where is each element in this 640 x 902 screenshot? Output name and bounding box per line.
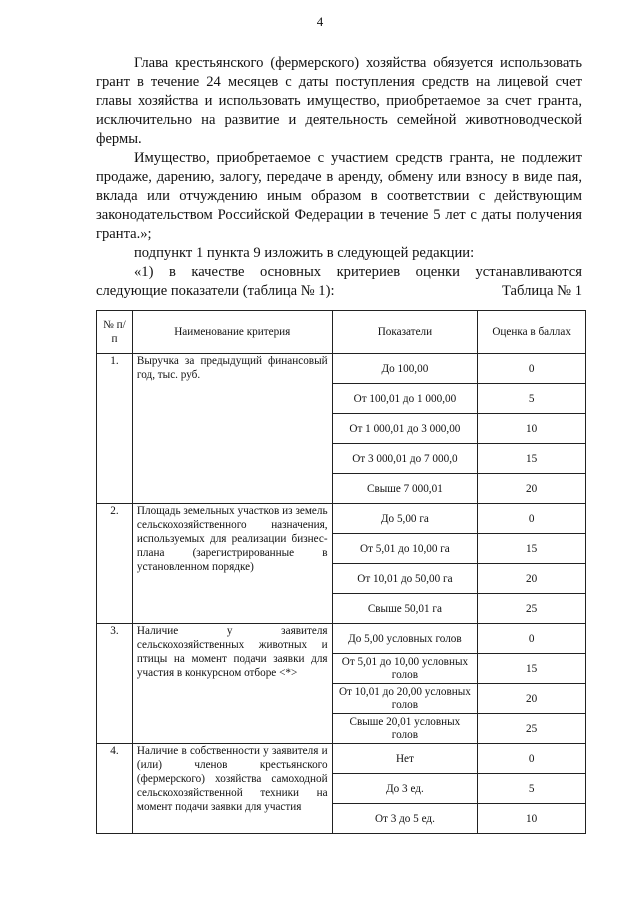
row-score: 25 xyxy=(478,714,586,744)
paragraph: подпункт 1 пункта 9 изложить в следующей редакции: xyxy=(134,245,475,261)
row-criterion: Площадь земельных участков из земель сельскохозяйственного назначения, используемых для реализации бизнес-плана (зарегистрированные в установленном порядке) xyxy=(132,504,332,624)
row-indicator: Свыше 20,01 условных голов xyxy=(332,714,478,744)
row-indicator: От 3 000,01 до 7 000,0 xyxy=(332,444,478,474)
table-row xyxy=(97,354,586,384)
table-row xyxy=(97,504,586,534)
header-score: Оценка в баллах xyxy=(478,311,586,354)
row-indicator: От 10,01 до 20,00 условных голов xyxy=(332,684,478,714)
page-number: 4 xyxy=(316,14,324,29)
row-indicator: От 5,01 до 10,00 условных голов xyxy=(332,654,478,684)
criteria-table xyxy=(96,310,586,834)
header-num: № п/п xyxy=(97,311,133,354)
row-score: 25 xyxy=(478,594,586,624)
row-score: 10 xyxy=(478,414,586,444)
header-name: Наименование критерия xyxy=(132,311,332,354)
row-indicator: До 5,00 условных голов xyxy=(332,624,478,654)
row-indicator: От 100,01 до 1 000,00 xyxy=(332,384,478,414)
row-num: 1. xyxy=(97,354,133,504)
row-indicator: От 3 до 5 ед. xyxy=(332,804,478,834)
paragraph: «1) в качестве основных критериев оценки устанавливаются следующие показатели (таблица № 1): xyxy=(96,264,582,299)
table-row xyxy=(97,624,586,654)
row-score: 0 xyxy=(478,354,586,384)
row-score: 0 xyxy=(478,624,586,654)
row-indicator: До 100,00 xyxy=(332,354,478,384)
row-indicator: Нет xyxy=(332,744,478,774)
paragraph: Имущество, приобретаемое с участием средств гранта, не подлежит продаже, дарению, залогу, передаче в аренду, обмену или взносу в виде пая, вклада или отчуждению иным образом в соответствии с действующим законодательством Российской Федерации в течение 5 лет с даты получения гранта.»; xyxy=(96,150,582,242)
row-num: 3. xyxy=(97,624,133,744)
row-score: 15 xyxy=(478,534,586,564)
row-indicator: Свыше 50,01 га xyxy=(332,594,478,624)
header-indicators: Показатели xyxy=(332,311,478,354)
row-criterion: Наличие у заявителя сельскохозяйственных животных и птицы на момент подачи заявки для участия в конкурсном отборе <*> xyxy=(132,624,332,744)
row-criterion: Выручка за предыдущий финансовый год, тыс. руб. xyxy=(132,354,332,504)
row-score: 5 xyxy=(478,384,586,414)
paragraph: Глава крестьянского (фермерского) хозяйства обязуется использовать грант в течение 24 месяцев с даты поступления средств на лицевой счет главы хозяйства и использовать имущество, приобретаемое за счет гранта, исключительно на развитие и деятельность семейной животноводческой фермы. xyxy=(96,55,582,147)
row-score: 20 xyxy=(478,474,586,504)
row-num: 4. xyxy=(97,744,133,834)
row-indicator: От 10,01 до 50,00 га xyxy=(332,564,478,594)
row-criterion: Наличие в собственности у заявителя и (или) членов крестьянского (фермерского) хозяйства самоходной сельскохозяйственной техники на момент подачи заявки для участия xyxy=(132,744,332,834)
table-row xyxy=(97,744,586,774)
row-score: 5 xyxy=(478,774,586,804)
row-indicator: До 5,00 га xyxy=(332,504,478,534)
body-text xyxy=(96,54,582,301)
table-header-row xyxy=(97,311,586,354)
row-num: 2. xyxy=(97,504,133,624)
row-score: 0 xyxy=(478,504,586,534)
table-caption: Таблица № 1 xyxy=(502,283,582,299)
row-indicator: От 1 000,01 до 3 000,00 xyxy=(332,414,478,444)
row-indicator: От 5,01 до 10,00 га xyxy=(332,534,478,564)
row-score: 20 xyxy=(478,564,586,594)
row-score: 10 xyxy=(478,804,586,834)
row-indicator: До 3 ед. xyxy=(332,774,478,804)
row-score: 15 xyxy=(478,654,586,684)
row-score: 20 xyxy=(478,684,586,714)
row-indicator: Свыше 7 000,01 xyxy=(332,474,478,504)
row-score: 0 xyxy=(478,744,586,774)
row-score: 15 xyxy=(478,444,586,474)
